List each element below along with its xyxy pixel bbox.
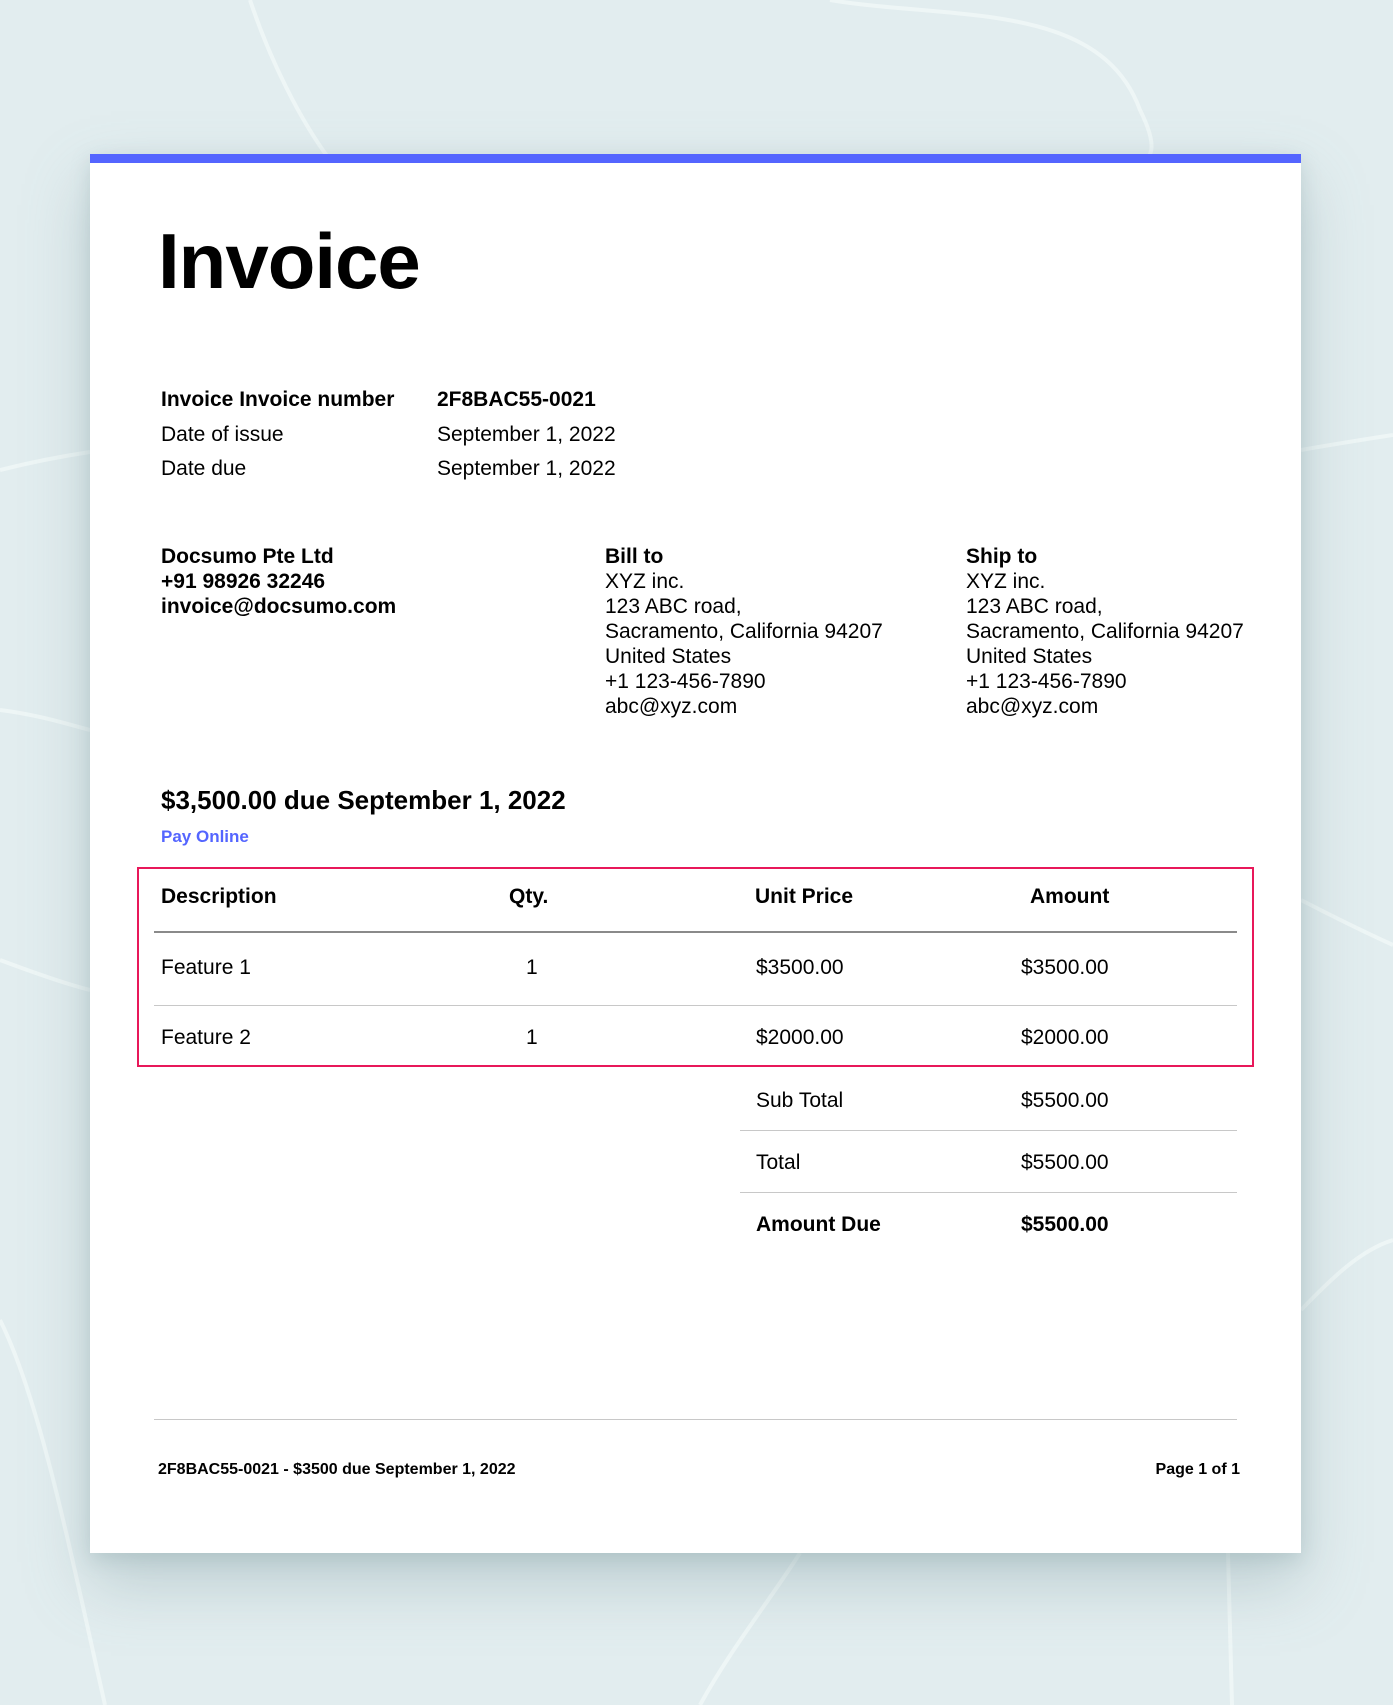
bill-to-line: Sacramento, California 94207 [605, 620, 883, 643]
totals-divider [740, 1192, 1237, 1193]
sender-name: Docsumo Pte Ltd [161, 545, 334, 568]
ship-to-line: 123 ABC road, [966, 595, 1103, 618]
footer-page-number: Page 1 of 1 [1155, 1461, 1240, 1478]
row-2-description: Feature 2 [161, 1026, 251, 1049]
invoice-title: Invoice [158, 217, 420, 305]
bill-to-line: +1 123-456-7890 [605, 670, 766, 693]
subtotal-label: Sub Total [756, 1089, 844, 1112]
accent-top-bar [90, 154, 1301, 163]
sender-phone: +91 98926 32246 [161, 570, 326, 593]
date-due-label: Date due [161, 457, 247, 480]
ship-to-line: XYZ inc. [966, 570, 1046, 593]
ship-to-block [966, 544, 1244, 719]
col-header-qty: Qty. [509, 885, 549, 908]
col-header-amount: Amount [1030, 885, 1110, 908]
bill-to-line: abc@xyz.com [605, 695, 738, 718]
total-label: Total [756, 1151, 801, 1174]
row-2-qty: 1 [526, 1026, 538, 1049]
row-1-amount: $3500.00 [1021, 956, 1109, 979]
bill-to-line: XYZ inc. [605, 570, 685, 593]
bill-to-line: 123 ABC road, [605, 595, 742, 618]
footer-summary: 2F8BAC55-0021 - $3500 due September 1, 2022 [158, 1461, 516, 1478]
date-due-value: September 1, 2022 [437, 457, 616, 480]
row-2-unit-price: $2000.00 [756, 1026, 844, 1049]
sender-block [161, 544, 396, 619]
bill-to-line: United States [605, 645, 732, 668]
ship-to-line: United States [966, 645, 1093, 668]
date-of-issue-value: September 1, 2022 [437, 423, 616, 446]
amount-due-value: $5500.00 [1021, 1213, 1109, 1236]
row-1-description: Feature 1 [161, 956, 251, 979]
table-row-divider [154, 1005, 1237, 1006]
amount-due-headline: $3,500.00 due September 1, 2022 [161, 785, 566, 815]
footer-divider [154, 1419, 1237, 1420]
row-1-unit-price: $3500.00 [756, 956, 844, 979]
row-1-qty: 1 [526, 956, 538, 979]
ship-to-line: Sacramento, California 94207 [966, 620, 1244, 643]
invoice-number-value: 2F8BAC55-0021 [437, 388, 596, 411]
totals-divider [740, 1130, 1237, 1131]
date-of-issue-label: Date of issue [161, 423, 284, 446]
table-header-divider [154, 931, 1237, 933]
subtotal-value: $5500.00 [1021, 1089, 1109, 1112]
pay-online-link[interactable]: Pay Online [161, 827, 249, 846]
ship-to-line: +1 123-456-7890 [966, 670, 1127, 693]
sender-email: invoice@docsumo.com [161, 595, 397, 618]
total-value: $5500.00 [1021, 1151, 1109, 1174]
amount-due-label: Amount Due [756, 1213, 881, 1236]
ship-to-line: abc@xyz.com [966, 695, 1099, 718]
invoice-page [90, 154, 1301, 1553]
invoice-number-label: Invoice Invoice number [161, 388, 395, 411]
ship-to-heading: Ship to [966, 545, 1038, 568]
row-2-amount: $2000.00 [1021, 1026, 1109, 1049]
col-header-unit-price: Unit Price [755, 885, 854, 908]
bill-to-heading: Bill to [605, 545, 664, 568]
bill-to-block [605, 544, 883, 719]
col-header-description: Description [161, 885, 277, 908]
